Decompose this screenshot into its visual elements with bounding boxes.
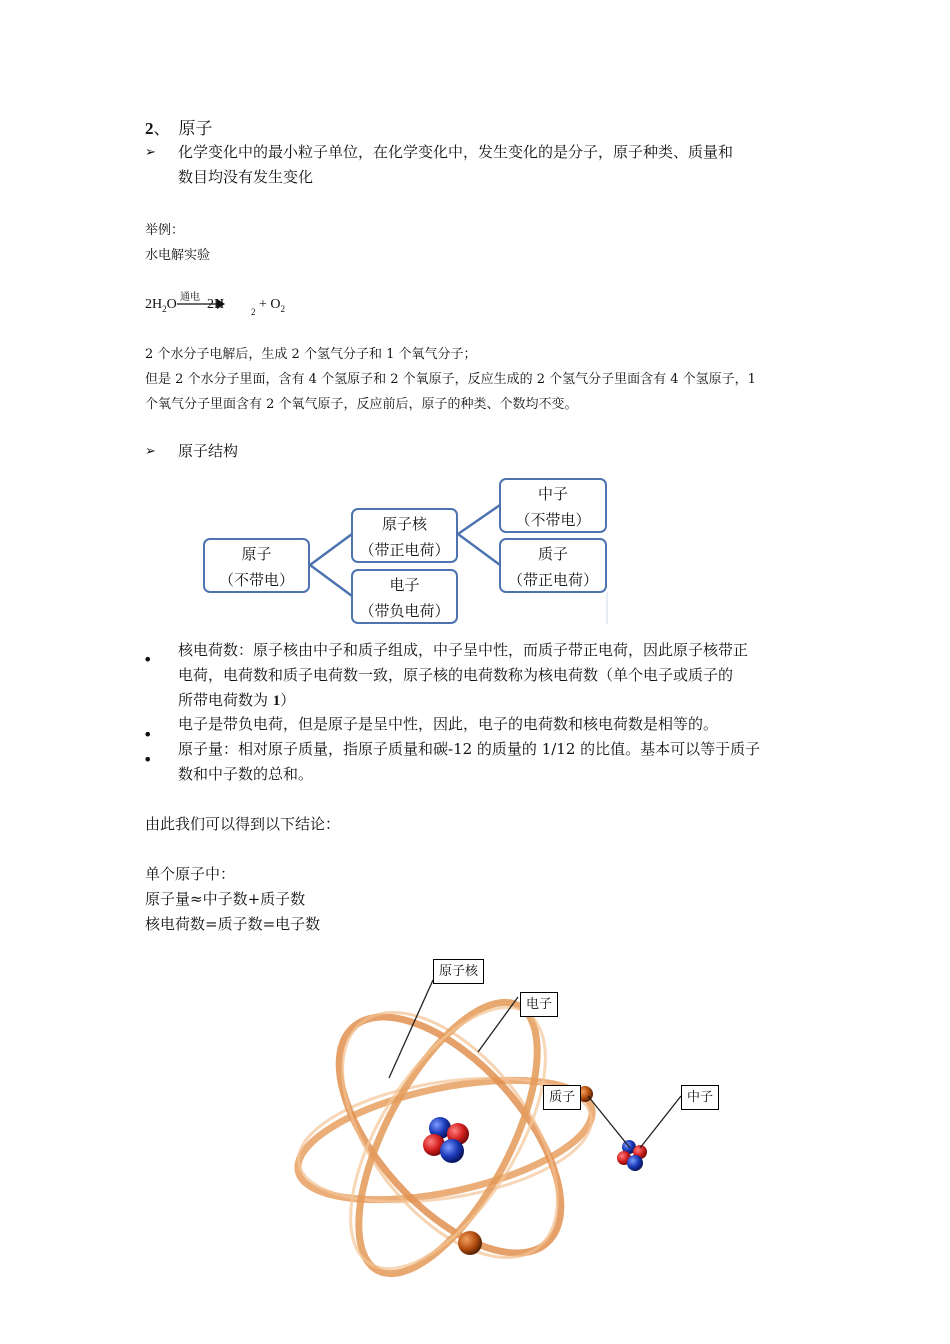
bullet-arrow-icon: ➢ — [145, 145, 156, 160]
nucleus-cluster — [423, 1117, 469, 1163]
proton-charge: （带正电荷） — [507, 571, 598, 589]
electron-charge: （带负电荷） — [359, 602, 450, 620]
bullet-1-line-3: 所带电荷数为 1） — [178, 691, 296, 709]
explanation-line-1: 2 个水分子电解后，生成 2 个氢气分子和 1 个氧气分子； — [145, 347, 477, 362]
atom-name: 原子 — [241, 545, 272, 563]
neutron-charge: （不带电） — [515, 511, 591, 529]
electron-ball — [458, 1231, 482, 1255]
bullet-3-line-1: 原子量：相对原子质量，指原子质量和碳-12 的质量的 1/12 的比值。基本可以等于质子 — [178, 740, 761, 758]
conclusion-rule-2: 核电荷数=质子数=电子数 — [145, 915, 321, 933]
equation-product-h2: 2H — [207, 297, 225, 312]
explanation-line-3: 个氧气分子里面含有 2 个氧气原子，反应前后，原子的种类、个数均不变。 — [145, 397, 578, 412]
bullet-dot: • — [143, 750, 153, 769]
label-proton: 质子 — [543, 1085, 581, 1110]
nucleus-charge: （带正电荷） — [359, 541, 450, 559]
bullet-arrow-icon: ➢ — [145, 444, 156, 459]
label-electron: 电子 — [520, 992, 558, 1017]
bullet-3-line-2: 数和中子数的总和。 — [178, 765, 314, 783]
equation-product-o2: + $O_2$ — [259, 297, 286, 314]
bullet-dot: • — [143, 725, 153, 744]
bullet-1-line-2: 电荷，电荷数和质子电荷数一致，原子核的电荷数称为核电荷数（单个电子或质子的 — [178, 666, 734, 684]
bullet-1-line-1: 核电荷数：原子核由中子和质子组成，中子呈中性，而质子带正电荷，因此原子核带正 — [178, 641, 749, 659]
section-number: 2 — [145, 119, 154, 138]
label-neutron: 中子 — [681, 1085, 719, 1110]
atom-charge: （不带电） — [218, 571, 294, 589]
section-title-text: 原子 — [178, 119, 213, 139]
conclusion-single: 单个原子中： — [145, 865, 236, 883]
equation-product-sub: 2 — [251, 306, 256, 317]
conclusion-rule-1: 原子量≈中子数+质子数 — [145, 890, 306, 908]
section-separator: 、 — [153, 119, 171, 139]
equation-condition: 通电 — [180, 292, 200, 303]
example-label: 举例： — [145, 223, 185, 238]
conclusion-intro: 由此我们可以得到以下结论： — [145, 815, 341, 833]
nucleus-name: 原子核 — [381, 515, 427, 533]
structure-title: 原子结构 — [178, 442, 239, 460]
electron-name: 电子 — [389, 576, 420, 594]
proton-name: 质子 — [537, 545, 568, 563]
equation-left: $2H_2O$ — [145, 297, 177, 314]
example-title: 水电解实验 — [145, 248, 211, 263]
bullet-dot: • — [143, 650, 153, 669]
bullet-electron: 电子是带负电荷，但是原子是呈中性，因此，电子的电荷数和核电荷数是相等的。 — [178, 715, 719, 733]
explanation-line-2: 但是 2 个水分子里面，含有 4 个氢原子和 2 个氧原子，反应生成的 2 个氢气分子里面含有 4 个氢原子，1 — [145, 372, 756, 387]
label-nucleus: 原子核 — [433, 959, 484, 984]
intro-line-1: 化学变化中的最小粒子单位，在化学变化中，发生变化的是分子，原子种类、质量和 — [178, 143, 734, 161]
intro-line-2: 数目均没有发生变化 — [178, 168, 314, 186]
neutron-name: 中子 — [537, 485, 568, 503]
